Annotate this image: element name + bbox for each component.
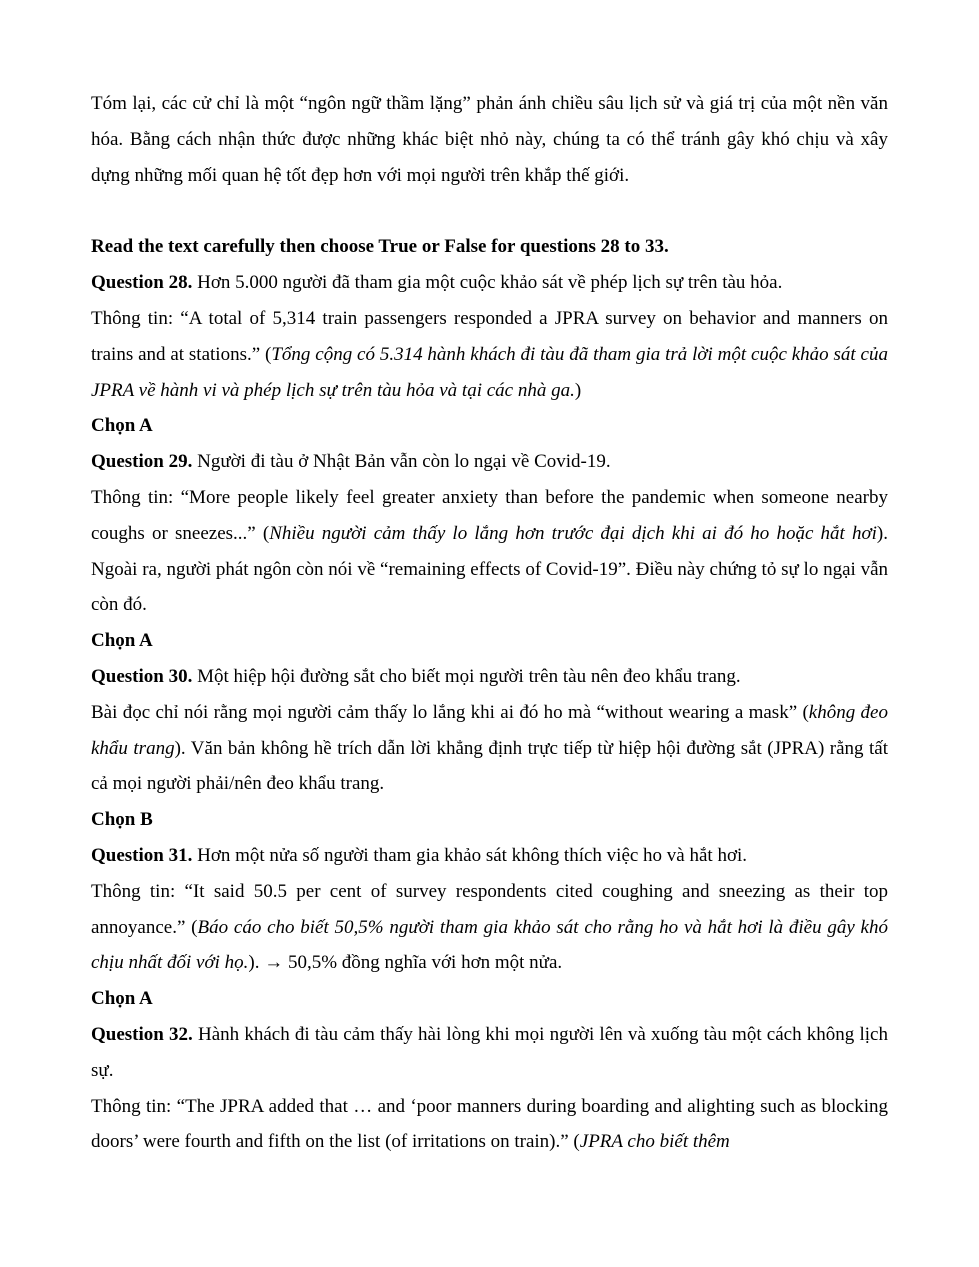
section-title: Read the text carefully then choose True or False for questions 28 to 33. [91,236,669,258]
question-30-statement: Một hiệp hội đường sắt cho biết mọi người trên tàu nên đeo khẩu trang. [192,665,741,687]
question-28-label: Question 28. [91,272,193,294]
question-28 [91,265,888,301]
question-30-info: Bài đọc chỉ nói rằng mọi người cảm thấy lo lắng khi ai đó ho mà “without wearing a mask” (không đeo khẩu trang). Văn bản không hề trích dẫn lời khẳng định trực tiếp từ hiệp hội đường sắt (JPRA) rằng tất cả mọi người phải/nên đeo khẩu trang. [91,701,889,795]
question-30-label: Question 30. [91,665,193,687]
question-29-info: Thông tin: “More people likely feel greater anxiety than before the pandemic when someone nearby coughs or sneezes...” (Nhiều người cảm thấy lo lắng hơn trước đại dịch khi ai đó ho hoặc hắt hơi). Ngoài ra, người phát ngôn còn nói về “remaining effects of Covid-19”. Điều này chứng tỏ sự lo ngại vẫn còn đó. [91,486,888,616]
conclusion-paragraph: Tóm lại, các cử chỉ là một “ngôn ngữ thầm lặng” phản ánh chiều sâu lịch sử và giá trị của một nền văn hóa. Bằng cách nhận thức được những khác biệt nhỏ này, chúng ta có thể tránh gây khó chịu và xây dựng những mối quan hệ tốt đẹp hơn với mọi người trên khắp thế giới. [91,93,888,186]
question-29-answer: Chọn A [91,630,153,652]
section-spacer [91,193,888,229]
question-29-label: Question 29. [91,451,193,473]
question-32-statement: Hành khách đi tàu cảm thấy hài lòng khi mọi người lên và xuống tàu một cách không lịch sự. [91,1023,888,1081]
question-32-label: Question 32. [91,1023,193,1045]
question-32 [91,1017,888,1089]
question-31-answer: Chọn A [91,988,153,1010]
question-28-info: Thông tin: “A total of 5,314 train passengers responded a JPRA survey on behavior and manners on trains and at stations.” (Tổng cộng có 5.314 hành khách đi tàu đã tham gia trả lời một cuộc khảo sát của JPRA về hành vi và phép lịch sự trên tàu hỏa và tại các nhà ga.) [91,307,888,401]
question-29 [91,444,888,480]
question-29-statement: Người đi tàu ở Nhật Bản vẫn còn lo ngại về Covid-19. [192,451,611,473]
question-32-info: Thông tin: “The JPRA added that … and ‘poor manners during boarding and alighting such as blocking doors’ were fourth and fifth on the list (of irritations on train).” (JPRA cho biết thêm [91,1095,888,1153]
document-page [91,86,888,1160]
question-30-answer: Chọn B [91,809,153,831]
question-31-label: Question 31. [91,844,193,866]
question-31-info: Thông tin: “It said 50.5 per cent of survey respondents cited coughing and sneezing as their top annoyance.” (Báo cáo cho biết 50,5% người tham gia khảo sát cho rằng ho và hắt hơi là điều gây khó chịu nhất đối với họ.). → 50,5% đồng nghĩa với hơn một nửa. [91,880,888,974]
question-30 [91,659,888,695]
question-28-answer: Chọn A [91,415,153,437]
question-28-statement: Hơn 5.000 người đã tham gia một cuộc khảo sát về phép lịch sự trên tàu hỏa. [192,272,783,294]
question-31 [91,838,888,874]
question-31-statement: Hơn một nửa số người tham gia khảo sát không thích việc ho và hắt hơi. [192,844,748,866]
